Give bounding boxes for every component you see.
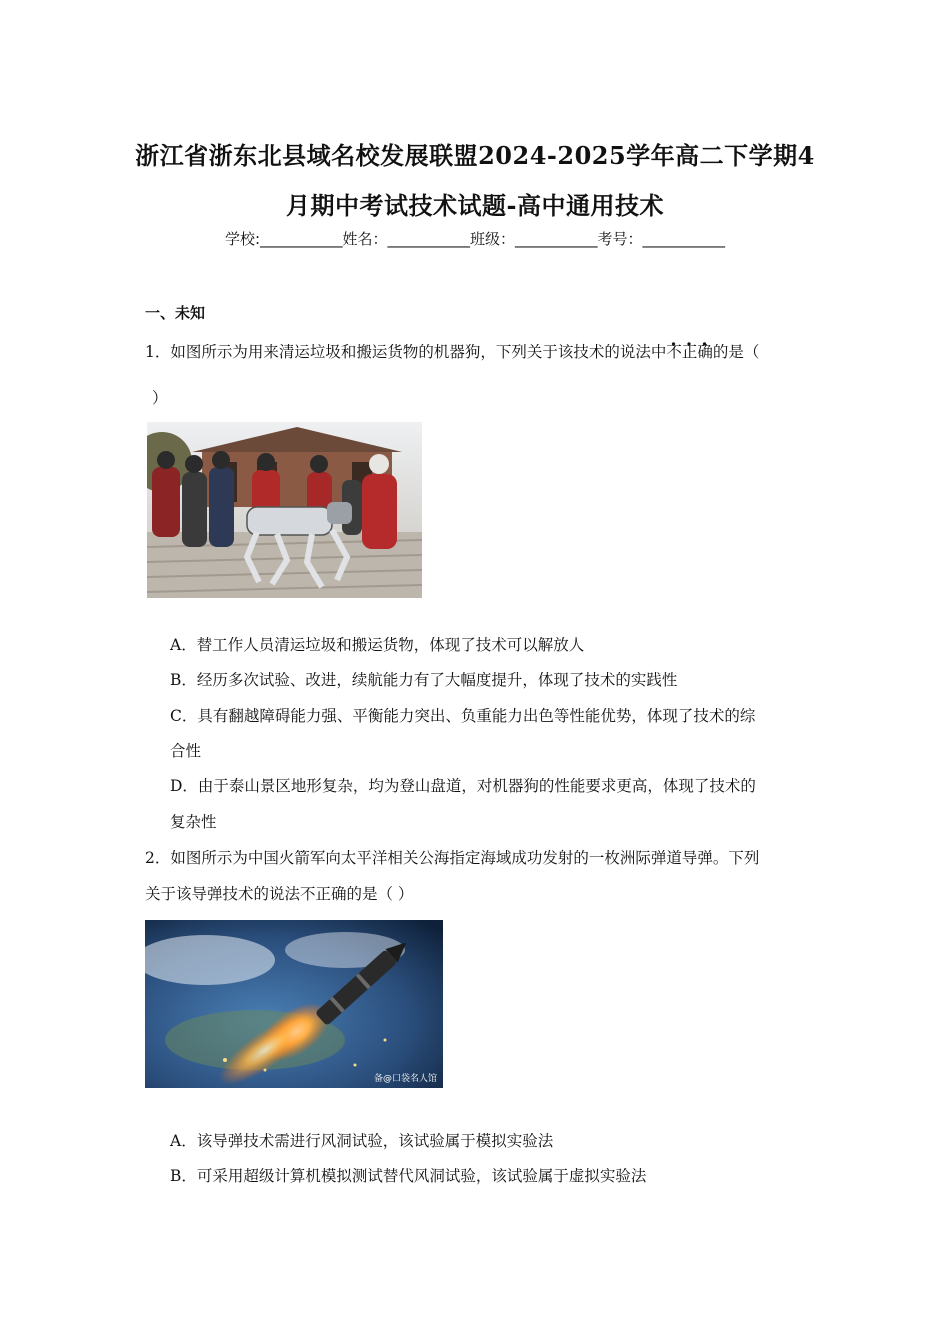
emphasis-char: 不 (666, 343, 682, 361)
q1-option-d: D．由于泰山景区地形复杂，均为登山盘道，对机器狗的性能要求更高，体现了技术的 (170, 777, 756, 795)
q1-stem (145, 334, 810, 370)
q1-stem-text: 1．如图所示为用来清运垃圾和搬运货物的机器狗，下列关于该技术的说法中 (145, 343, 667, 361)
q1-stem-tail: 的是（ (712, 343, 760, 361)
document-title-line1: 浙江省浙东北县域名校发展联盟2024-2025学年高二下学期4 (135, 141, 815, 170)
emphasis-char: 确 (697, 343, 713, 361)
student-info-line: 学校:___________姓名：___________班级：___________考号：___________ (224, 230, 726, 248)
q1-option-d-cont: 复杂性 (170, 813, 217, 831)
q2-option-a: A．该导弹技术需进行风洞试验，该试验属于模拟实验法 (170, 1132, 554, 1150)
emphasis-char: 正 (681, 343, 698, 361)
q2-stem-line2: 关于该导弹技术的说法不正确的是（ ） (145, 885, 414, 903)
document-title-line2: 月期中考试技术试题-高中通用技术 (286, 191, 664, 220)
q2-stem-line1: 2．如图所示为中国火箭军向太平洋相关公海指定海域成功发射的一枚洲际弹道导弹。下列 (145, 849, 760, 867)
q1-option-a: A．替工作人员清运垃圾和搬运货物，体现了技术可以解放人 (170, 636, 585, 654)
q1-option-b: B．经历多次试验、改进，续航能力有了大幅度提升，体现了技术的实践性 (170, 671, 678, 689)
section-heading: 一、未知 (145, 304, 206, 322)
q2-option-b: B．可采用超级计算机模拟测试替代风洞试验，该试验属于虚拟实验法 (170, 1167, 647, 1185)
image-watermark: 备@口袋名人馆 (373, 1074, 437, 1084)
q2-missile-photo (145, 920, 443, 1088)
q1-robot-dog-photo (147, 422, 422, 598)
q1-option-c-cont: 合性 (170, 742, 202, 760)
q1-stem-close: ） (152, 389, 168, 407)
q1-option-c: C．具有翻越障碍能力强、平衡能力突出、负重能力出色等性能优势，体现了技术的综 (170, 707, 756, 725)
